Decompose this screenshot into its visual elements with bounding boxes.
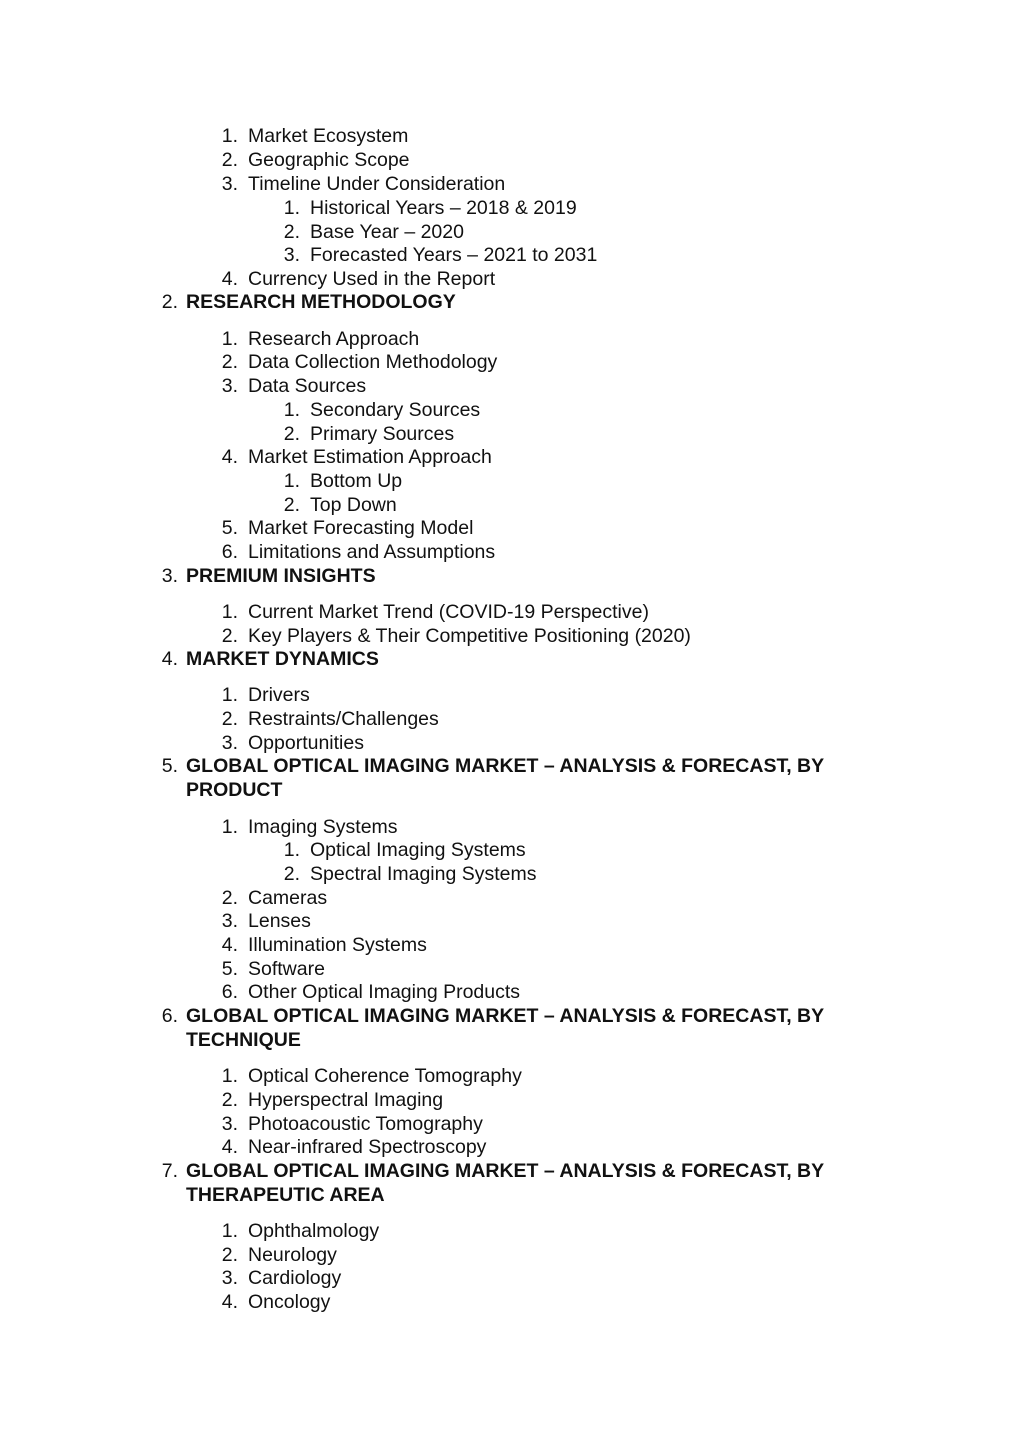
item-text: Bottom Up xyxy=(310,470,403,492)
item-text: Secondary Sources xyxy=(310,399,481,421)
item-number: 3. xyxy=(221,1267,238,1289)
item-text: Primary Sources xyxy=(310,423,455,445)
item-number: 4. xyxy=(221,1291,238,1313)
item-number: 2. xyxy=(221,625,238,647)
item-text: Base Year – 2020 xyxy=(310,221,464,243)
item-text: Photoacoustic Tomography xyxy=(248,1113,483,1135)
item-number: 2. xyxy=(283,494,300,516)
item-text: Data Sources xyxy=(248,375,367,397)
item-number: 6. xyxy=(221,981,238,1003)
item-number: 2. xyxy=(283,221,300,243)
item-text: Geographic Scope xyxy=(248,149,410,171)
item-text: Drivers xyxy=(248,684,310,706)
item-number: 2. xyxy=(283,863,300,885)
item-number: 3. xyxy=(283,244,300,266)
item-number: 1. xyxy=(221,816,238,838)
item-text: Key Players & Their Competitive Positioning (2020) xyxy=(248,625,691,647)
section-title: GLOBAL OPTICAL IMAGING MARKET – ANALYSIS & FORECAST, BY TECHNIQUE xyxy=(186,1005,824,1051)
item-text: Neurology xyxy=(248,1244,337,1266)
section-title: GLOBAL OPTICAL IMAGING MARKET – ANALYSIS & FORECAST, BY PRODUCT xyxy=(186,755,824,801)
item-text: Other Optical Imaging Products xyxy=(248,981,521,1003)
item-number: 3. xyxy=(221,732,238,754)
section-title: PREMIUM INSIGHTS xyxy=(186,565,376,587)
item-number: 2. xyxy=(221,1244,238,1266)
section-title: GLOBAL OPTICAL IMAGING MARKET – ANALYSIS & FORECAST, BY THERAPEUTIC AREA xyxy=(186,1160,824,1206)
item-number: 1. xyxy=(221,601,238,623)
item-text: Illumination Systems xyxy=(248,934,427,956)
item-text: Market Forecasting Model xyxy=(248,517,474,539)
item-number: 3. xyxy=(221,375,238,397)
item-text: Spectral Imaging Systems xyxy=(310,863,537,885)
item-number: 1. xyxy=(221,125,238,147)
item-number: 1. xyxy=(283,839,300,861)
item-number: 5. xyxy=(221,958,238,980)
item-number: 1. xyxy=(221,1220,238,1242)
item-text: Market Estimation Approach xyxy=(248,446,492,468)
item-text: Hyperspectral Imaging xyxy=(248,1089,444,1111)
item-number: 2. xyxy=(221,351,238,373)
item-text: Opportunities xyxy=(248,732,364,754)
item-number: 3. xyxy=(221,173,238,195)
item-text: Oncology xyxy=(248,1291,331,1313)
item-number: 3. xyxy=(221,1113,238,1135)
item-number: 4. xyxy=(221,1136,238,1158)
item-number: 1. xyxy=(283,470,300,492)
item-text: Currency Used in the Report xyxy=(248,268,496,290)
section-title: MARKET DYNAMICS xyxy=(186,648,379,670)
item-number: 2. xyxy=(283,423,300,445)
item-number: 1. xyxy=(221,328,238,350)
item-text: Software xyxy=(248,958,325,980)
item-text: Near-infrared Spectroscopy xyxy=(248,1136,487,1158)
item-text: Research Approach xyxy=(248,328,420,350)
item-number: 3. xyxy=(161,565,178,587)
item-number: 4. xyxy=(221,934,238,956)
item-text: Optical Imaging Systems xyxy=(310,839,526,861)
item-number: 4. xyxy=(221,268,238,290)
item-number: 5. xyxy=(221,517,238,539)
item-number: 7. xyxy=(161,1160,178,1182)
item-text: Lenses xyxy=(248,910,311,932)
item-number: 6. xyxy=(221,541,238,563)
item-number: 2. xyxy=(221,1089,238,1111)
item-text: Cardiology xyxy=(248,1267,342,1289)
item-number: 1. xyxy=(283,399,300,421)
item-text: Current Market Trend (COVID-19 Perspective) xyxy=(248,601,649,623)
item-number: 1. xyxy=(221,1065,238,1087)
item-text: Historical Years – 2018 & 2019 xyxy=(310,197,577,219)
item-number: 5. xyxy=(161,755,178,777)
item-text: Data Collection Methodology xyxy=(248,351,498,373)
item-text: Imaging Systems xyxy=(248,816,398,838)
item-text: Optical Coherence Tomography xyxy=(248,1065,522,1087)
item-number: 1. xyxy=(221,684,238,706)
item-text: Limitations and Assumptions xyxy=(248,541,496,563)
item-text: Cameras xyxy=(248,887,328,909)
item-number: 1. xyxy=(283,197,300,219)
item-text: Ophthalmology xyxy=(248,1220,380,1242)
item-number: 2. xyxy=(161,291,178,313)
item-text: Forecasted Years – 2021 to 2031 xyxy=(310,244,598,266)
item-number: 2. xyxy=(221,708,238,730)
section-title: RESEARCH METHODOLOGY xyxy=(186,291,456,313)
item-number: 2. xyxy=(221,149,238,171)
item-number: 2. xyxy=(221,887,238,909)
item-number: 4. xyxy=(161,648,178,670)
item-text: Market Ecosystem xyxy=(248,125,409,147)
item-number: 3. xyxy=(221,910,238,932)
item-text: Timeline Under Consideration xyxy=(248,173,506,195)
item-text: Restraints/Challenges xyxy=(248,708,439,730)
item-text: Top Down xyxy=(310,494,397,516)
item-number: 4. xyxy=(221,446,238,468)
item-number: 6. xyxy=(161,1005,178,1027)
